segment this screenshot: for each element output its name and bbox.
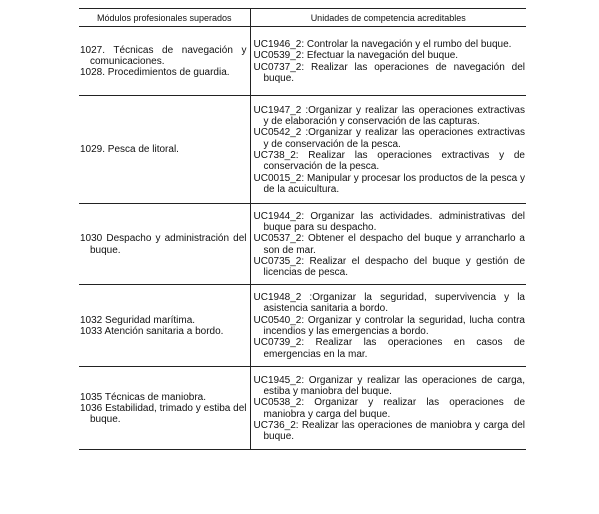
module-entry: 1036 Estabilidad, trimado y estiba del buque. — [80, 402, 247, 426]
units-cell — [250, 204, 526, 285]
module-entry: 1033 Atención sanitaria a bordo. — [80, 326, 224, 337]
module-entry: 1028. Procedimientos de guardia. — [80, 67, 230, 79]
unit-entry: UC0737_2: Realizar las operaciones de navegación del buque. — [253, 61, 525, 84]
unit-entry: UC736_2: Realizar las operaciones de maniobra y carga del buque. — [253, 419, 525, 443]
module-entry: 1027. Técnicas de navegación y comunicaciones. — [80, 44, 247, 67]
table-row — [79, 96, 526, 204]
units-cell — [250, 96, 526, 204]
table-row — [79, 285, 526, 367]
header-modules: Módulos profesionales superados — [79, 9, 250, 27]
unit-entry: UC0540_2: Organizar y controlar la seguridad, lucha contra incendios y las emergencias a bordo. — [253, 314, 525, 337]
unit-entry: UC0015_2: Manipular y procesar los productos de la pesca y de la acuicultura. — [253, 172, 525, 195]
units-cell — [250, 27, 526, 96]
units-cell — [250, 285, 526, 367]
module-entry: 1035 Técnicas de maniobra. — [80, 391, 207, 403]
table-row — [79, 27, 526, 96]
modules-cell — [79, 204, 250, 285]
unit-entry: UC1946_2: Controlar la navegación y el rumbo del buque. — [253, 38, 512, 50]
table-row — [79, 367, 526, 450]
module-entry: 1032 Seguridad marítima. — [80, 314, 196, 326]
unit-entry: UC1947_2 :Organizar y realizar las operaciones extractivas y de elaboración y conservación de las capturas. — [253, 104, 525, 128]
unit-entry: UC0538_2: Organizar y realizar las operaciones de maniobra y carga del buque. — [253, 397, 525, 420]
unit-entry: UC0537_2: Obtener el despacho del buque y arrancharlo a son de mar. — [253, 233, 525, 256]
table-row — [79, 204, 526, 285]
unit-entry: UC1948_2 :Organizar la seguridad, supervivencia y la asistencia sanitaria a bordo. — [253, 292, 525, 315]
unit-entry: UC1945_2: Organizar y realizar las operaciones de carga, estiba y maniobra del buque. — [253, 374, 525, 397]
unit-entry: UC738_2: Realizar las operaciones extractivas y de conservación de la pesca. — [253, 150, 525, 173]
unit-entry: UC0735_2: Realizar el despacho del buque y gestión de licencias de pesca. — [253, 255, 525, 279]
modules-cell — [79, 27, 250, 96]
modules-cell — [79, 285, 250, 367]
modules-cell — [79, 367, 250, 450]
header-units: Unidades de competencia acreditables — [250, 9, 526, 27]
unit-entry: UC1944_2: Organizar las actividades. administrativas del buque para su despacho. — [253, 210, 525, 233]
correspondence-table — [79, 8, 526, 450]
modules-cell — [79, 96, 250, 204]
module-entry: 1030 Despacho y administración del buque. — [80, 233, 247, 256]
unit-entry: UC0542_2 :Organizar y realizar las operaciones extractivas y de conservación de la pesca. — [253, 127, 525, 150]
units-cell — [250, 367, 526, 450]
header-row — [79, 9, 526, 27]
unit-entry: UC0739_2: Realizar las operaciones en casos de emergencias en la mar. — [253, 337, 525, 360]
module-entry: 1029. Pesca de litoral. — [80, 144, 179, 156]
unit-entry: UC0539_2: Efectuar la navegación del buque. — [253, 50, 459, 62]
